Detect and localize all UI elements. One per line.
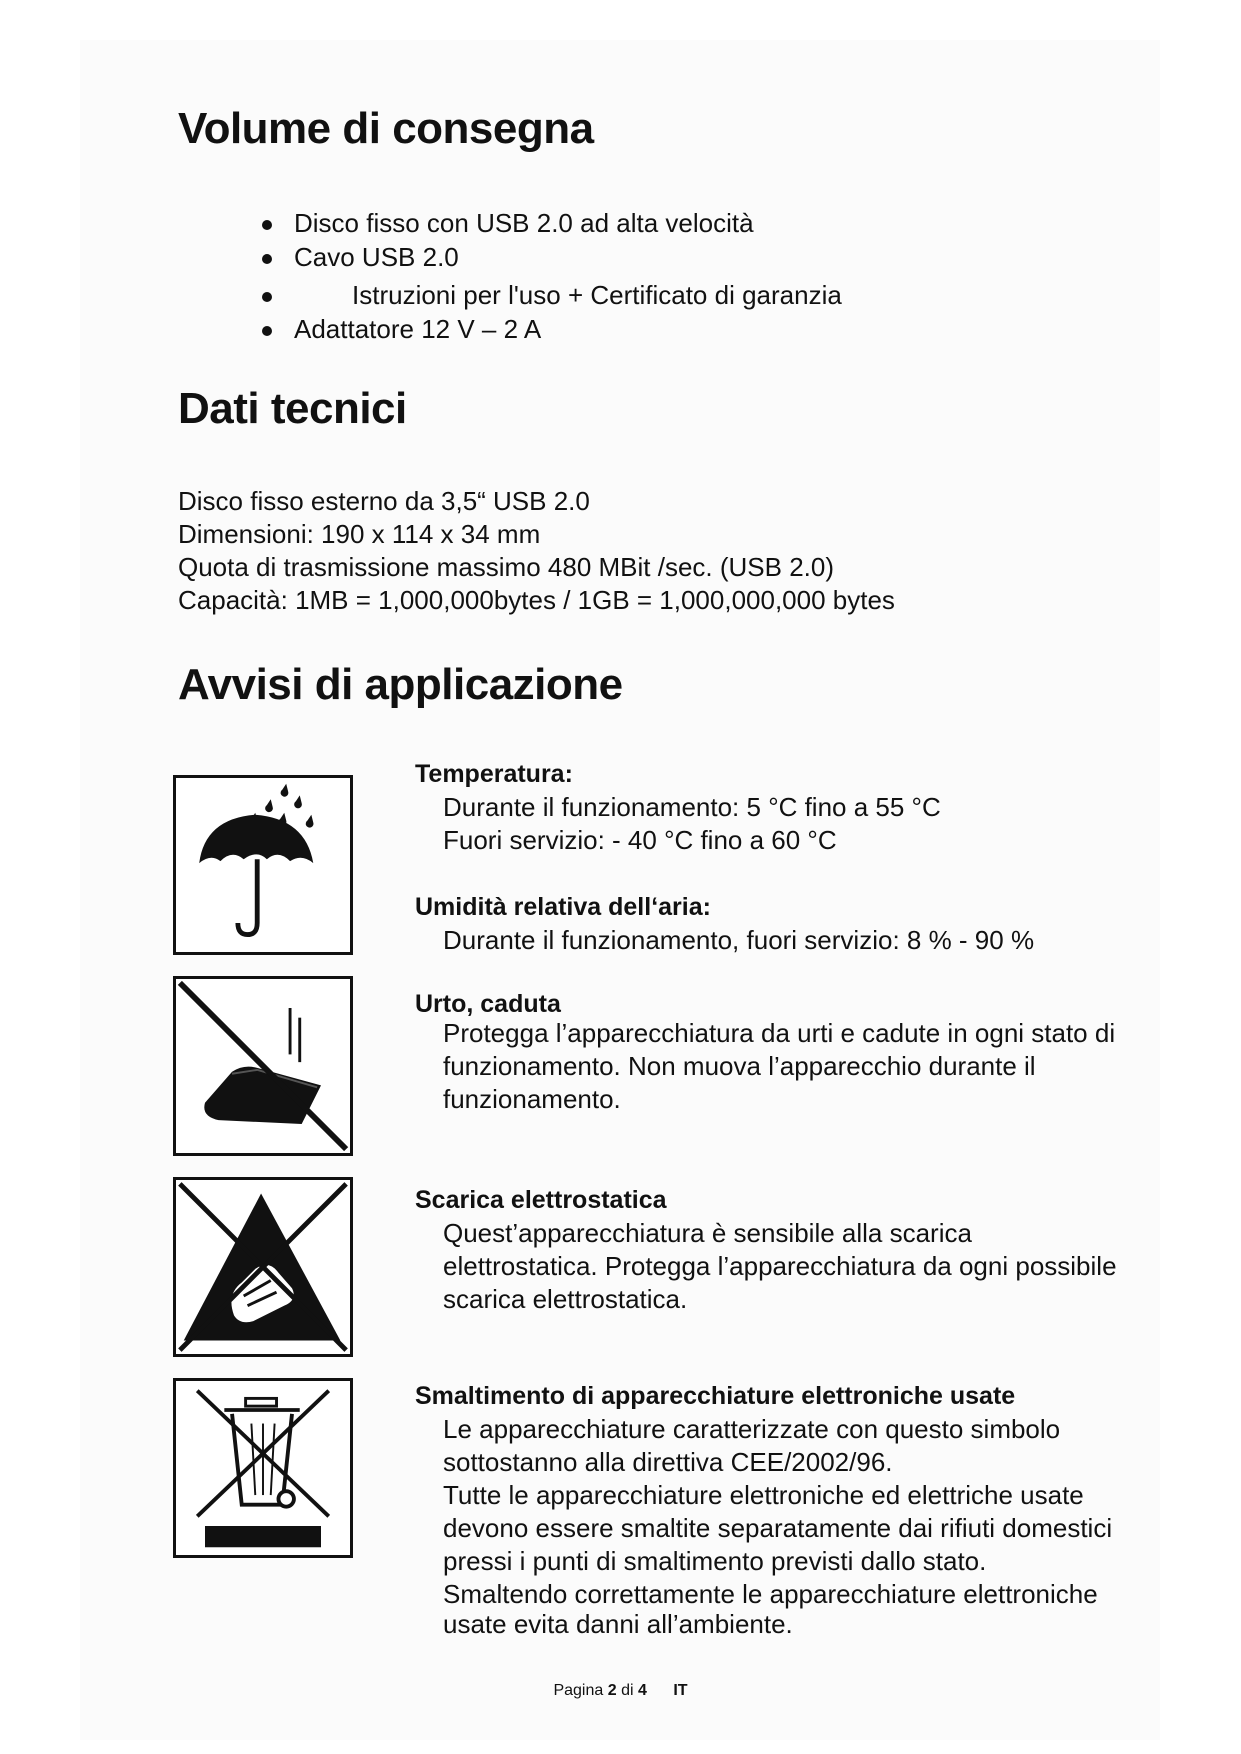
notice-title: Umidità relativa dell‘aria:	[415, 893, 711, 921]
notice-line: elettrostatica. Protegga l’apparecchiatura da ogni possibile	[443, 1251, 1117, 1281]
no-drop-icon	[173, 976, 353, 1156]
notice-line: funzionamento. Non muova l’apparecchio durante il	[443, 1051, 1036, 1081]
list-item	[262, 278, 962, 312]
notice-title: Urto, caduta	[415, 990, 561, 1018]
notice-line: scarica elettrostatica.	[443, 1284, 688, 1314]
notice-line: Durante il funzionamento, fuori servizio: 8 % - 90 %	[443, 925, 1035, 955]
notice-line: Le apparecchiature caratterizzate con questo simbolo	[443, 1414, 1061, 1444]
notice-line: Smaltendo correttamente le apparecchiature elettroniche	[443, 1579, 1098, 1609]
notice-title: Scarica elettrostatica	[415, 1186, 667, 1214]
spec-line: Quota di trasmissione massimo 480 MBit /sec. (USB 2.0)	[178, 552, 835, 582]
bullet-dot-icon	[262, 220, 272, 230]
esd-warning-icon	[173, 1177, 353, 1357]
page-total: 4	[637, 1682, 647, 1699]
delivery-list	[262, 206, 962, 346]
umbrella-rain-icon	[173, 775, 353, 955]
bullet-dot-icon	[262, 254, 272, 264]
notice-line: Quest’apparecchiatura è sensibile alla scarica	[443, 1218, 972, 1248]
heading-notices: Avvisi di applicazione	[178, 660, 623, 709]
list-item	[262, 206, 962, 240]
heading-delivery: Volume di consegna	[178, 104, 594, 153]
notice-line: funzionamento.	[443, 1084, 621, 1114]
notice-shock	[415, 988, 1116, 1116]
weee-crossed-bin-icon	[173, 1378, 353, 1558]
specs-block	[178, 485, 895, 617]
list-item-text: Istruzioni per l'uso + Certificato di garanzia	[352, 280, 842, 310]
heading-specs: Dati tecnici	[178, 384, 407, 433]
notice-line: Durante il funzionamento: 5 °C fino a 55 °C	[443, 792, 941, 822]
notice-title: Temperatura:	[415, 760, 573, 788]
page-number: 2	[607, 1682, 617, 1699]
bullet-dot-icon	[262, 292, 272, 302]
notice-line: usate evita danni all’ambiente.	[443, 1609, 793, 1639]
notice-line: Tutte le apparecchiature elettroniche ed elettriche usate	[443, 1480, 1084, 1510]
list-item-text: Disco fisso con USB 2.0 ad alta velocità	[294, 208, 754, 238]
of-label: di	[621, 1682, 634, 1699]
spec-line: Disco fisso esterno da 3,5“ USB 2.0	[178, 486, 590, 516]
bullet-dot-icon	[262, 326, 272, 336]
list-item	[262, 312, 962, 346]
notice-line: Protegga l’apparecchiatura da urti e cadute in ogni stato di	[443, 1018, 1116, 1048]
spec-line: Capacità: 1MB = 1,000,000bytes / 1GB = 1,000,000,000 bytes	[178, 585, 895, 615]
notice-title: Smaltimento di apparecchiature elettroniche usate	[415, 1382, 1016, 1410]
notice-humidity	[415, 891, 1075, 957]
list-item	[262, 240, 962, 274]
page-footer	[0, 1682, 1241, 1700]
page-label: Pagina	[553, 1682, 604, 1699]
notice-temperature	[415, 758, 1075, 857]
notice-line: sottostanno alla direttiva CEE/2002/96.	[443, 1447, 893, 1477]
notice-esd	[415, 1184, 1117, 1316]
list-item-text: Cavo USB 2.0	[294, 242, 459, 272]
spec-line: Dimensioni: 190 x 114 x 34 mm	[178, 519, 541, 549]
list-item-text: Adattatore 12 V – 2 A	[294, 314, 542, 344]
notice-disposal	[415, 1380, 1113, 1639]
language-code: IT	[673, 1682, 688, 1699]
notice-line: devono essere smaltite separatamente dai rifiuti domestici	[443, 1513, 1113, 1543]
notice-line: Fuori servizio: - 40 °C fino a 60 °C	[443, 825, 837, 855]
notice-line: pressi i punti di smaltimento previsti dallo stato.	[443, 1546, 987, 1576]
